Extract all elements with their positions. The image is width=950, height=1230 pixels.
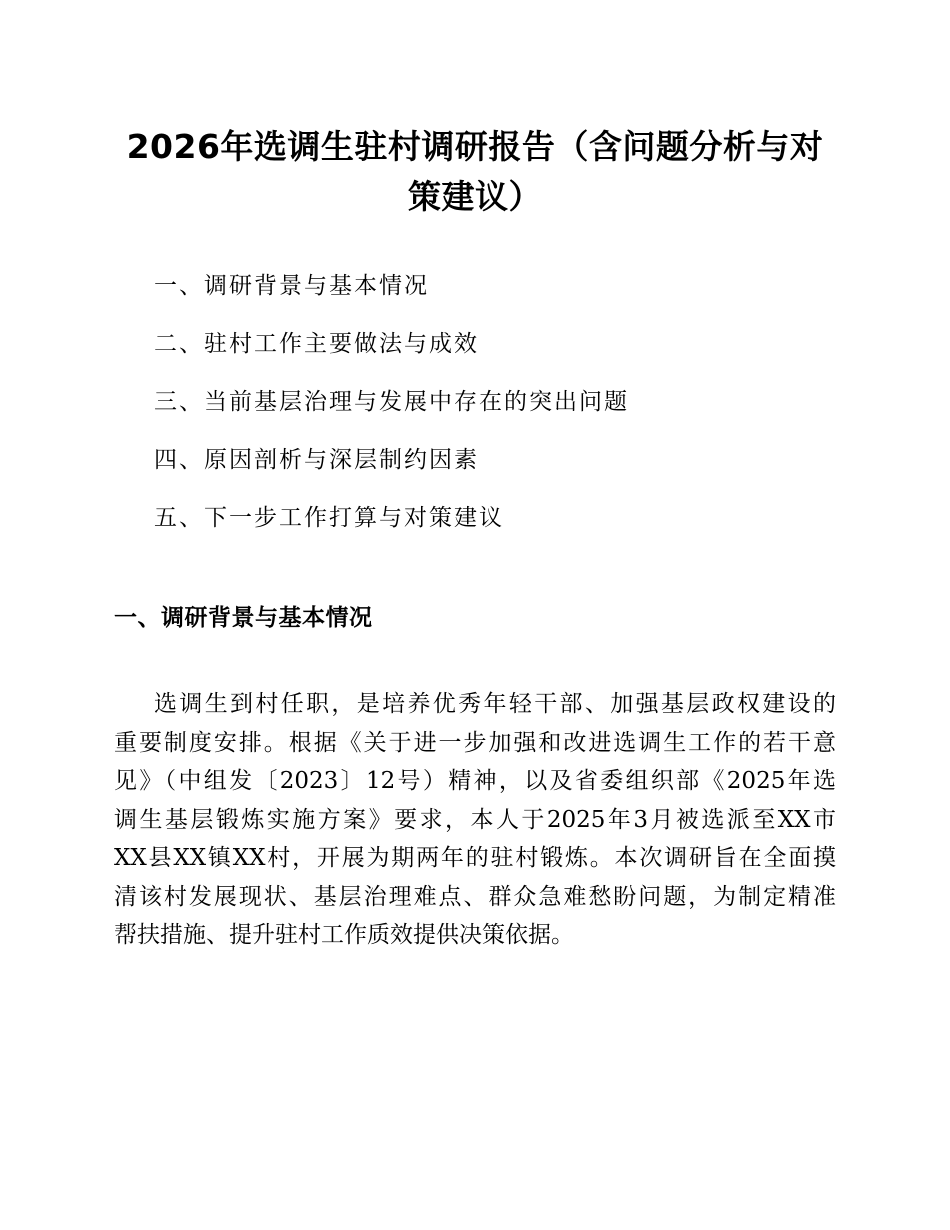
- paragraph-line: XX县XX镇XX村，开展为期两年的驻村锻炼。本次调研旨在全面摸: [114, 845, 836, 871]
- paragraph-line: 选调生到村任职，是培养优秀年轻干部、加强基层政权建设的: [154, 691, 836, 717]
- document-title: 2026年选调生驻村调研报告（含问题分析与对策建议）: [126, 127, 824, 216]
- paragraph-line: 重要制度安排。根据《关于进一步加强和改进选调生工作的若干意: [114, 729, 836, 756]
- paragraph-line: 见》（中组发〔2023〕12号）精神，以及省委组织部《2025年选: [114, 768, 836, 794]
- paragraph-line: 清该村发展现状、基层治理难点、群众急难愁盼问题，为制定精准: [114, 883, 836, 910]
- paragraph-line: 调生基层锻炼实施方案》要求，本人于2025年3月被选派至XX市: [114, 806, 836, 833]
- toc-item: 二、驻村工作主要做法与成效: [154, 331, 479, 357]
- toc-item: 一、调研背景与基本情况: [154, 273, 429, 299]
- table-of-contents: [154, 266, 629, 556]
- toc-item: 四、原因剖析与深层制约因素: [154, 447, 479, 473]
- toc-item: 三、当前基层治理与发展中存在的突出问题: [154, 389, 629, 415]
- section-heading: 一、调研背景与基本情况: [114, 605, 373, 631]
- toc-item: 五、下一步工作打算与对策建议: [154, 505, 504, 531]
- body-paragraph: [114, 685, 836, 955]
- paragraph-line: 帮扶措施、提升驻村工作质效提供决策依据。: [114, 922, 574, 948]
